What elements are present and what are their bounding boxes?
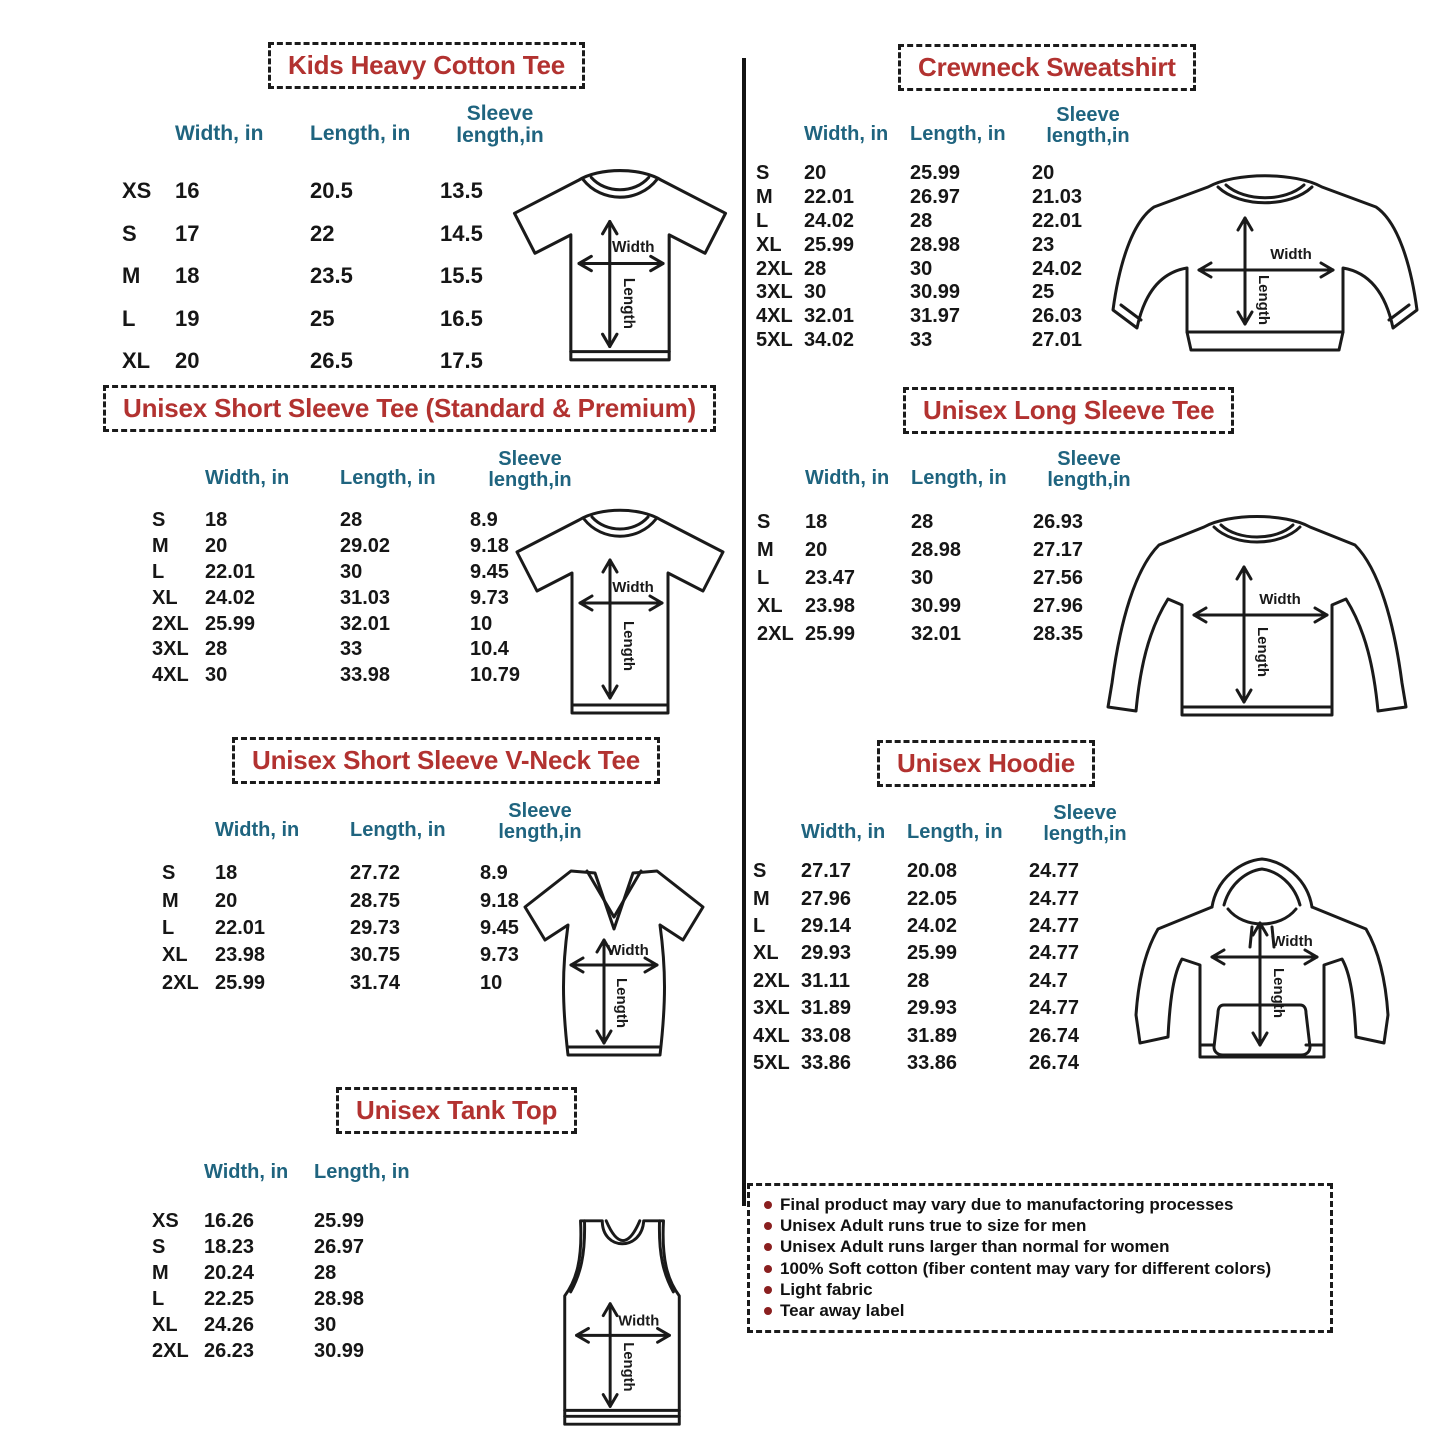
col-size-spacer — [152, 490, 205, 492]
measurement-value: 22.05 — [907, 887, 958, 910]
col-width-header: Width, in — [804, 123, 889, 145]
size-label: M — [152, 535, 169, 558]
size-label: XL — [757, 594, 783, 617]
measurement-value: 9.18 — [470, 535, 509, 558]
sleeve-header-line2: length,in — [1046, 124, 1130, 147]
size-label: 2XL — [162, 971, 199, 994]
measurement-value: 30.99 — [314, 1339, 365, 1362]
measurement-value: 30 — [205, 664, 228, 687]
measurement-value: 25 — [1032, 281, 1055, 304]
col-sleeve-header — [480, 801, 600, 844]
size-label: XS — [122, 178, 152, 204]
measurement-value: 25.99 — [804, 233, 855, 256]
measurement-value: 23.5 — [310, 263, 353, 289]
sleeve-header-line1: Sleeve — [1053, 802, 1117, 825]
measurement-value: 18 — [205, 509, 228, 532]
note-line — [764, 1195, 1316, 1215]
measurement-value: 20 — [805, 538, 828, 561]
crewneck-table-header — [756, 92, 1144, 148]
crewneck-illustration — [1095, 160, 1435, 370]
size-label: 3XL — [152, 638, 189, 661]
size-label: 2XL — [753, 969, 790, 992]
measurement-value: 30.99 — [911, 594, 962, 617]
measurement-value: 10 — [480, 971, 503, 994]
col-size-spacer — [756, 146, 804, 148]
size-label: L — [152, 560, 165, 583]
size-label: L — [756, 209, 769, 232]
measurement-value: 30 — [804, 281, 827, 304]
col-size-spacer — [753, 844, 801, 846]
measurement-value: 29.14 — [801, 914, 852, 937]
kids-tee-title-text: Kids Heavy Cotton Tee — [288, 50, 566, 80]
col-length-header: Length, in — [907, 821, 1003, 843]
col-size-spacer — [152, 1184, 204, 1186]
size-label: S — [122, 220, 137, 246]
measurement-value: 25.99 — [215, 971, 266, 994]
size-label: M — [152, 1261, 169, 1284]
bullet-dot — [764, 1307, 772, 1315]
width-arrow-label: Width — [1270, 246, 1312, 263]
measurement-value: 9.73 — [470, 586, 509, 609]
measurement-value: 27.01 — [1032, 328, 1083, 351]
measurement-value: 33.08 — [801, 1024, 852, 1047]
measurement-value: 21.03 — [1032, 186, 1083, 209]
width-arrow-label: Width — [612, 579, 654, 596]
width-arrow-label: Width — [607, 942, 649, 959]
measurement-value: 9.73 — [480, 944, 519, 967]
tank-title — [336, 1087, 577, 1134]
length-arrow-label: Length — [619, 1342, 636, 1392]
size-label: XL — [753, 942, 779, 965]
size-label: 2XL — [756, 257, 793, 280]
size-label: S — [757, 510, 771, 533]
measurement-value: 30.99 — [910, 281, 961, 304]
hoodie-table — [753, 858, 1141, 1077]
col-width-header: Width, in — [801, 821, 886, 843]
sleeve-header-line1: Sleeve — [1057, 448, 1121, 471]
size-label: L — [757, 566, 770, 589]
measurement-value: 25.99 — [314, 1209, 365, 1232]
crewneck-title — [898, 44, 1196, 91]
col-size-spacer — [122, 146, 175, 148]
size-label: 2XL — [757, 622, 794, 645]
measurement-value: 33 — [340, 638, 363, 661]
size-label: XL — [152, 1313, 178, 1336]
size-label: S — [162, 862, 176, 885]
length-arrow-label: Length — [620, 621, 637, 671]
note-line — [764, 1216, 1316, 1236]
measurement-value: 25 — [310, 305, 335, 331]
length-arrow-label: Length — [1270, 968, 1287, 1018]
measurement-value: 28 — [205, 638, 228, 661]
kids-tee-title — [268, 42, 585, 89]
bullet-dot — [764, 1243, 772, 1251]
size-label: L — [162, 916, 175, 939]
garment-outline — [514, 171, 725, 360]
measurement-value: 27.17 — [1033, 538, 1084, 561]
sleeve-header-line1: Sleeve — [498, 448, 562, 471]
col-length-header: Length, in — [314, 1161, 410, 1183]
measurement-value: 22.01 — [205, 560, 256, 583]
measurement-value: 28 — [804, 257, 827, 280]
measurement-value: 18.23 — [204, 1235, 255, 1258]
measurement-value: 22.01 — [804, 186, 855, 209]
measurement-value: 18 — [215, 862, 238, 885]
size-label: L — [122, 305, 136, 331]
col-sleeve-header — [1033, 449, 1145, 492]
measurement-value: 24.02 — [907, 914, 958, 937]
notes-box — [747, 1183, 1333, 1333]
col-length-header: Length, in — [911, 467, 1007, 489]
measurement-value: 22.01 — [1032, 209, 1083, 232]
size-label: S — [152, 1235, 166, 1258]
measurement-value: 19 — [175, 305, 200, 331]
measurement-value: 9.45 — [470, 560, 509, 583]
width-arrow-label: Width — [618, 1313, 660, 1330]
measurement-value: 31.97 — [910, 305, 961, 328]
length-arrow-label: Length — [1254, 627, 1271, 677]
measurement-value: 23.98 — [805, 594, 856, 617]
measurement-value: 27.96 — [801, 887, 852, 910]
hoodie-illustration — [1112, 845, 1412, 1090]
col-size-spacer — [162, 842, 215, 844]
vneck-title — [232, 737, 660, 784]
sleeve-header-line2: length,in — [498, 820, 582, 843]
short-sleeve-title-text: Unisex Short Sleeve Tee (Standard & Premium) — [123, 393, 697, 423]
measurement-value: 20.5 — [310, 178, 353, 204]
size-label: M — [162, 889, 179, 912]
measurement-value: 26.74 — [1029, 1024, 1080, 1047]
sleeve-header-line1: Sleeve — [466, 102, 534, 126]
vneck-title-text: Unisex Short Sleeve V-Neck Tee — [252, 745, 641, 775]
measurement-value: 22.25 — [204, 1287, 255, 1310]
bullet-dot — [764, 1286, 772, 1294]
measurement-value: 23.98 — [215, 944, 266, 967]
measurement-value: 24.77 — [1029, 997, 1080, 1020]
size-label: 5XL — [756, 328, 793, 351]
measurement-value: 32.01 — [340, 612, 391, 635]
measurement-value: 16 — [175, 178, 200, 204]
size-label: 4XL — [756, 305, 793, 328]
measurement-value: 26.23 — [204, 1339, 255, 1362]
bullet-dot — [764, 1265, 772, 1273]
size-label: L — [152, 1287, 165, 1310]
sleeve-header-line1: Sleeve — [1056, 104, 1120, 127]
measurement-value: 29.02 — [340, 535, 391, 558]
hoodie-table-header — [753, 790, 1141, 846]
size-label: 2XL — [152, 612, 189, 635]
col-length-header: Length, in — [910, 123, 1006, 145]
measurement-value: 20.08 — [907, 860, 958, 883]
size-label: XL — [122, 348, 151, 374]
measurement-value: 26.5 — [310, 348, 353, 374]
size-label: S — [753, 860, 767, 883]
measurement-value: 17.5 — [440, 348, 483, 374]
note-text: Tear away label — [780, 1300, 905, 1320]
measurement-value: 31.74 — [350, 971, 401, 994]
measurement-value: 26.97 — [910, 186, 961, 209]
size-label: M — [753, 887, 770, 910]
measurement-value: 28.35 — [1033, 622, 1084, 645]
sleeve-header-line2: length,in — [1047, 468, 1131, 491]
measurement-value: 32.01 — [804, 305, 855, 328]
measurement-value: 25.99 — [805, 622, 856, 645]
tank-table-header — [152, 1142, 454, 1186]
measurement-value: 10 — [470, 612, 493, 635]
width-arrow-label: Width — [612, 239, 655, 257]
measurement-value: 18 — [175, 263, 200, 289]
measurement-value: 8.9 — [480, 862, 508, 885]
measurement-value: 30 — [910, 257, 933, 280]
length-arrow-label: Length — [1255, 275, 1272, 325]
measurement-value: 15.5 — [440, 263, 483, 289]
long-sleeve-title — [903, 387, 1234, 434]
col-sleeve-header — [470, 449, 590, 492]
measurement-value: 28.75 — [350, 889, 401, 912]
tank-table — [152, 1208, 454, 1364]
col-length-header: Length, in — [310, 122, 411, 145]
col-width-header: Width, in — [204, 1161, 289, 1183]
measurement-value: 30 — [340, 560, 363, 583]
measurement-value: 18 — [805, 510, 828, 533]
size-label: S — [152, 509, 166, 532]
measurement-value: 30 — [911, 566, 934, 589]
tank-title-text: Unisex Tank Top — [356, 1095, 558, 1125]
sleeve-header-line1: Sleeve — [508, 800, 572, 823]
tank-illustration — [540, 1205, 705, 1440]
measurement-value: 24.7 — [1029, 969, 1068, 992]
measurement-value: 16.5 — [440, 305, 483, 331]
measurement-value: 8.9 — [470, 509, 498, 532]
measurement-value: 31.11 — [801, 969, 850, 992]
length-arrow-label: Length — [620, 277, 638, 330]
size-label: L — [753, 914, 766, 937]
size-label: 5XL — [753, 1051, 790, 1074]
measurement-value: 17 — [175, 220, 200, 246]
measurement-value: 28 — [910, 209, 933, 232]
garment-outline — [517, 510, 723, 713]
width-arrow-label: Width — [1271, 933, 1313, 950]
measurement-value: 10.4 — [470, 638, 509, 661]
measurement-value: 22 — [310, 220, 335, 246]
measurement-value: 27.56 — [1033, 566, 1084, 589]
size-label: XS — [152, 1209, 179, 1232]
measurement-value: 24.77 — [1029, 887, 1080, 910]
measurement-value: 24.77 — [1029, 860, 1080, 883]
measurement-value: 28.98 — [911, 538, 962, 561]
note-text: 100% Soft cotton (fiber content may vary for different colors) — [780, 1258, 1272, 1278]
length-arrow-label: Length — [613, 978, 630, 1028]
crewneck-title-text: Crewneck Sweatshirt — [918, 52, 1176, 82]
measurement-value: 20 — [175, 348, 200, 374]
col-width-header: Width, in — [205, 467, 290, 489]
measurement-value: 14.5 — [440, 220, 483, 246]
hoodie-title — [877, 740, 1095, 787]
size-label: M — [756, 186, 773, 209]
col-width-header: Width, in — [215, 819, 300, 841]
measurement-value: 9.45 — [480, 916, 519, 939]
measurement-value: 33 — [910, 328, 933, 351]
sleeve-header-line2: length,in — [488, 468, 572, 491]
measurement-value: 31.03 — [340, 586, 391, 609]
measurement-value: 26.03 — [1032, 305, 1083, 328]
size-label: XL — [152, 586, 178, 609]
measurement-value: 31.89 — [801, 997, 852, 1020]
measurement-value: 28 — [907, 969, 930, 992]
measurement-value: 25.99 — [910, 162, 961, 185]
size-label: 3XL — [753, 997, 790, 1020]
kids-tee-illustration — [495, 158, 745, 368]
measurement-value: 26.74 — [1029, 1051, 1080, 1074]
col-sleeve-header — [440, 103, 560, 148]
measurement-value: 29.73 — [350, 916, 401, 939]
measurement-value: 20 — [205, 535, 228, 558]
note-line — [764, 1237, 1316, 1257]
measurement-value: 33.86 — [801, 1051, 852, 1074]
measurement-value: 20 — [804, 162, 827, 185]
measurement-value: 9.18 — [480, 889, 519, 912]
long-sleeve-table-header — [757, 436, 1145, 492]
bullet-dot — [764, 1222, 772, 1230]
measurement-value: 27.96 — [1033, 594, 1084, 617]
measurement-value: 33.86 — [907, 1051, 958, 1074]
measurement-value: 30 — [314, 1313, 337, 1336]
measurement-value: 13.5 — [440, 178, 483, 204]
size-label: XL — [162, 944, 188, 967]
size-label: S — [756, 162, 770, 185]
col-sleeve-header — [1032, 105, 1144, 148]
col-width-header: Width, in — [175, 122, 264, 145]
measurement-value: 30.75 — [350, 944, 401, 967]
size-label: M — [122, 263, 141, 289]
size-label: M — [757, 538, 774, 561]
measurement-value: 27.17 — [801, 860, 852, 883]
measurement-value: 34.02 — [804, 328, 855, 351]
col-size-spacer — [757, 490, 805, 492]
vneck-illustration — [497, 845, 732, 1065]
short-sleeve-illustration — [500, 498, 740, 723]
kids-tee-table-header — [122, 92, 560, 148]
crewneck-table — [756, 162, 1144, 352]
sleeve-header-line2: length,in — [1043, 822, 1127, 845]
measurement-value: 25.99 — [205, 612, 256, 635]
col-length-header: Length, in — [350, 819, 446, 841]
measurement-value: 20 — [1032, 162, 1055, 185]
measurement-value: 24.02 — [804, 209, 855, 232]
measurement-value: 25.99 — [907, 942, 958, 965]
measurement-value: 24.77 — [1029, 942, 1080, 965]
col-width-header: Width, in — [805, 467, 890, 489]
short-sleeve-title — [103, 385, 716, 432]
measurement-value: 28 — [911, 510, 934, 533]
measurement-value: 23.47 — [805, 566, 856, 589]
measurement-value: 24.02 — [205, 586, 256, 609]
measurement-value: 29.93 — [907, 997, 958, 1020]
measurement-value: 24.77 — [1029, 914, 1080, 937]
note-text: Final product may vary due to manufactoring processes — [780, 1195, 1234, 1214]
measurement-value: 28.98 — [910, 233, 961, 256]
long-sleeve-illustration — [1082, 497, 1432, 727]
short-sleeve-table-header — [152, 436, 590, 492]
note-text: Light fabric — [780, 1279, 873, 1299]
vneck-table-header — [162, 788, 600, 844]
long-sleeve-title-text: Unisex Long Sleeve Tee — [923, 395, 1215, 425]
size-label: XL — [756, 233, 782, 256]
measurement-value: 20 — [215, 889, 238, 912]
bullet-dot — [764, 1201, 772, 1209]
note-text: Unisex Adult runs true to size for men — [780, 1216, 1087, 1236]
size-label: 4XL — [152, 664, 189, 687]
measurement-value: 32.01 — [911, 622, 962, 645]
measurement-value: 24.02 — [1032, 257, 1083, 280]
measurement-value: 28.98 — [314, 1287, 365, 1310]
measurement-value: 28 — [314, 1261, 337, 1284]
measurement-value: 20.24 — [204, 1261, 255, 1284]
col-length-header: Length, in — [340, 467, 436, 489]
col-sleeve-header — [1029, 803, 1141, 846]
sleeve-header-line2: length,in — [456, 123, 544, 147]
measurement-value: 22.01 — [215, 916, 266, 939]
size-label: 4XL — [753, 1024, 790, 1047]
width-arrow-label: Width — [1259, 591, 1301, 608]
note-line — [764, 1259, 1316, 1279]
measurement-value: 24.26 — [204, 1313, 255, 1336]
measurement-value: 23 — [1032, 233, 1055, 256]
note-line — [764, 1301, 1316, 1321]
measurement-value: 29.93 — [801, 942, 852, 965]
measurement-value: 28 — [340, 509, 363, 532]
size-label: 2XL — [152, 1339, 189, 1362]
note-line — [764, 1280, 1316, 1300]
hoodie-title-text: Unisex Hoodie — [897, 748, 1075, 778]
measurement-value: 10.79 — [470, 664, 521, 687]
size-label: 3XL — [756, 281, 793, 304]
note-text: Unisex Adult runs larger than normal for women — [780, 1237, 1170, 1257]
measurement-value: 31.89 — [907, 1024, 958, 1047]
measurement-value: 26.97 — [314, 1235, 365, 1258]
measurement-value: 16.26 — [204, 1209, 255, 1232]
measurement-value: 33.98 — [340, 664, 391, 687]
measurement-value: 26.93 — [1033, 510, 1084, 533]
measurement-value: 27.72 — [350, 862, 401, 885]
